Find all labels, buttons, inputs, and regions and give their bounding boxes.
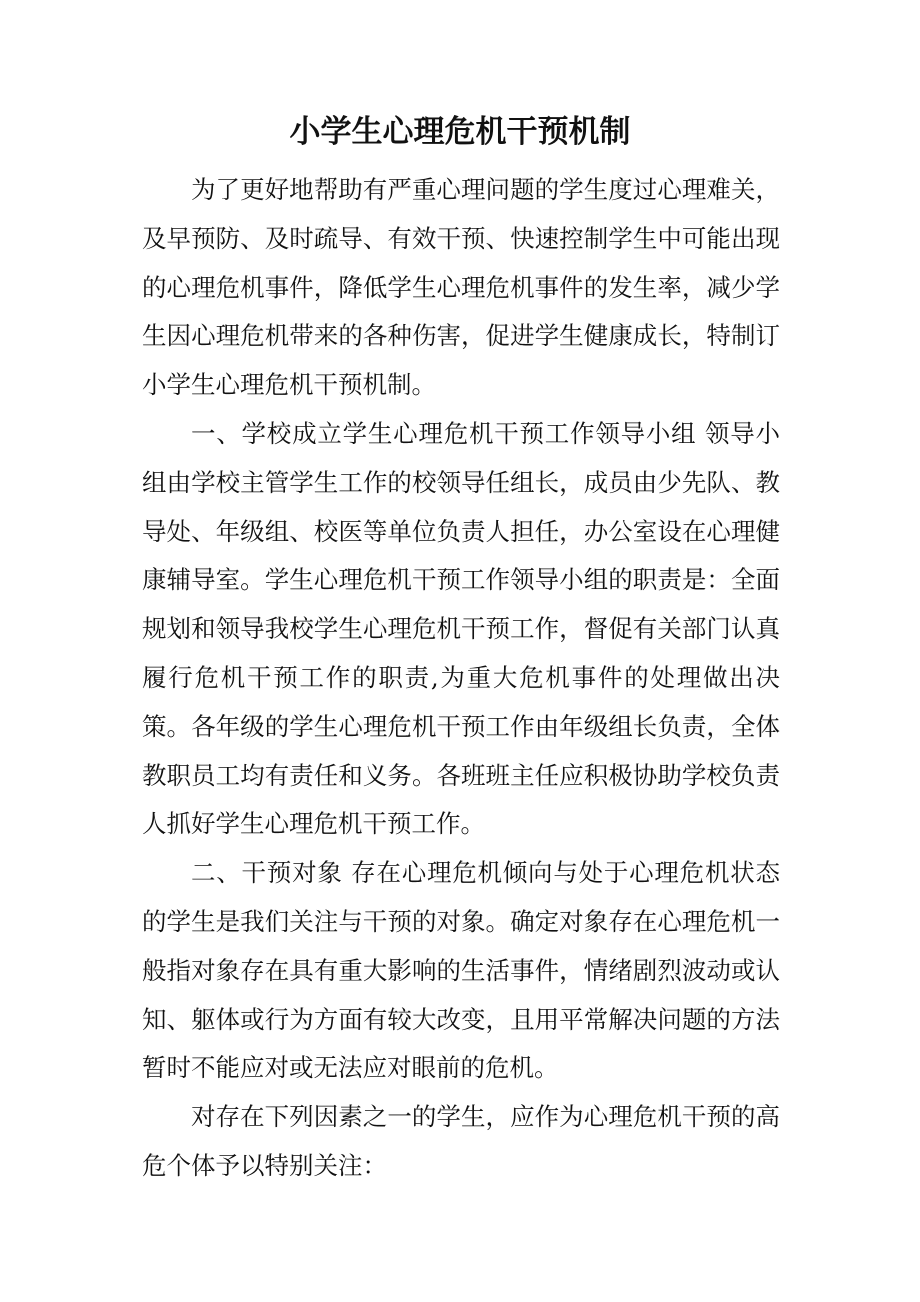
paragraph-high-risk-intro: 对存在下列因素之一的学生，应作为心理危机干预的高危个体予以特别关注： (142, 1102, 780, 1180)
paragraph-intro: 为了更好地帮助有严重心理问题的学生度过心理难关，及早预防、及时疏导、有效干预、快速控制学生中可能出现的心理危机事件，降低学生心理危机事件的发生率，减少学生因心理危机带来的各种伤害，促进学生健康成长，特制订小学生心理危机干预机制。 (142, 175, 780, 400)
document-body (142, 166, 780, 1191)
paragraph-intervention-targets: 二、干预对象 存在心理危机倾向与处于心理危机状态的学生是我们关注与干预的对象。确定对象存在心理危机一般指对象存在具有重大影响的生活事件，情绪剧烈波动或认知、躯体或行为方面有较大改变，且用平常解决问题的方法暂时不能应对或无法应对眼前的危机。 (142, 858, 780, 1083)
paragraph-leadership-group: 一、学校成立学生心理危机干预工作领导小组 领导小组由学校主管学生工作的校领导任组长，成员由少先队、教导处、年级组、校医等单位负责人担任，办公室设在心理健康辅导室。学生心理危机干预工作领导小组的职责是：全面规划和领导我校学生心理危机干预工作，督促有关部门认真履行危机干预工作的职责,为重大危机事件的处理做出决策。各年级的学生心理危机干预工作由年级组长负责，全体教职员工均有责任和义务。各班班主任应积极协助学校负责人抓好学生心理危机干预工作。 (142, 418, 780, 839)
document-title: 小学生心理危机干预机制 (289, 114, 631, 150)
